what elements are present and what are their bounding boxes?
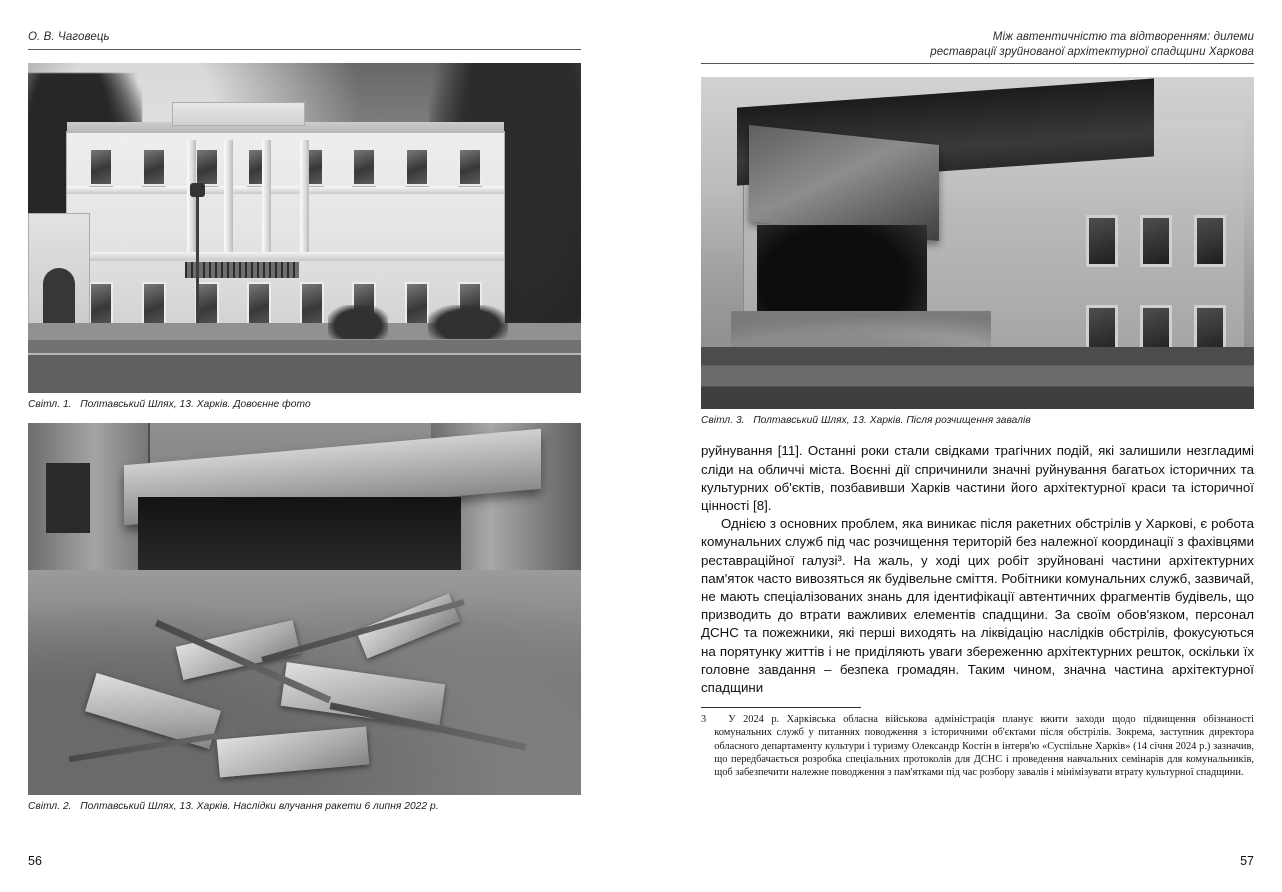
window	[142, 148, 166, 186]
footnote	[701, 713, 1254, 779]
running-head-left: О. В. Чаговець	[28, 30, 581, 50]
footnote-separator	[701, 707, 861, 708]
body-text	[701, 442, 1254, 697]
window-row-upper	[1086, 215, 1226, 267]
figure-3-caption-text: Полтавський Шлях, 13. Харків. Після розчищення завалів	[753, 415, 1031, 427]
window	[89, 148, 113, 186]
running-head-right	[701, 30, 1254, 64]
footnote-number: 3	[701, 714, 707, 726]
figure-2-caption-text: Полтавський Шлях, 13. Харків. Наслідки влучання ракети 6 липня 2022 р.	[80, 800, 439, 812]
body-paragraph-2: Однією з основних проблем, яка виникає після ракетних обстрілів у Харкові, є робота комунальних служб під час розчищення територій без належної координації з фахівцями реставраційної галузі³. На жаль, у ході цих робіт зруйновані частини архітектурних пам'яток часто вивозяться як будівельне сміття. Робітники комунальних служб, зазвичай, не мають спеціалізованих знань для ідентифікації автентичних фрагментів будівель, що призводить до втрати важливих елементів спадщини. За своїм обов'язком, персонал ДСНС та пожежники, які перші виходять на ліквідацію наслідків обстрілів, фокусуються на порятунку життів і не приділяють уваги збереженню архітектурних решток, оскільки їх головне завдання – безпека громадян. Таким чином, значна частина архітектурної спадщини	[701, 516, 1254, 696]
figure-1-caption-text: Полтавський Шлях, 13. Харків. Довоєнне фото	[80, 398, 311, 410]
folio-right: 57	[1240, 854, 1254, 868]
running-head-line-1: Між автентичністю та відтворенням: дилеми	[992, 31, 1254, 43]
arched-gateway	[28, 213, 90, 327]
shrub	[328, 305, 388, 339]
figure-3-caption	[701, 415, 1254, 426]
window	[1086, 215, 1118, 267]
figure-3-caption-number: Світл. 3.	[701, 415, 745, 427]
running-head-line-2: реставрації зруйнованої архітектурної спадщини Харкова	[930, 45, 1254, 58]
ground-foreground	[701, 347, 1254, 409]
column	[262, 140, 271, 252]
figure-2-caption-number: Світл. 2.	[28, 800, 72, 812]
body-paragraph-1: руйнування [11]. Останні роки стали свідками трагічних подій, які залишили незгладимі сліди на обличчі міста. Воєнні дії спричинили значні руйнування багатьох історичних та культурних об'єктів, позбавивши Харків частини його архітектурної краси та історичної цінності [8].	[701, 443, 1254, 514]
figure-3-image	[701, 77, 1254, 409]
figure-2-image	[28, 423, 581, 795]
folio-left: 56	[28, 854, 42, 868]
figure-1-caption-number: Світл. 1.	[28, 398, 72, 410]
figure-1	[28, 63, 581, 410]
window	[458, 148, 482, 186]
window	[1140, 215, 1172, 267]
figure-3	[701, 77, 1254, 426]
shrub	[428, 305, 508, 339]
balcony	[185, 260, 299, 278]
tarpaulin-cover	[749, 125, 939, 241]
figure-1-caption	[28, 399, 581, 410]
figure-2-caption	[28, 801, 581, 812]
column	[300, 140, 309, 252]
prewar-building	[66, 131, 505, 325]
figure-2	[28, 423, 581, 812]
column	[224, 140, 233, 252]
footnote-text: У 2024 р. Харківська обласна військова адміністрація планує вжити заходи щодо підвищення обізнаності комунальних служб у питаннях поводження з історичними об'єктами після обстрілів. Зокрема, заступник директора обласного департаменту культури і туризму Олександр Костін в інтерв'ю «Суспільне Харків» (14 січня 2024 р.) зазначив, що передбачається розробка спеціальних протоколів для ДСНС і проведення навчальних семінарів для комунальників, щоб забезпечити належне поводження з пам'ятками під час розбору завалів і мінімізувати втрату культурної спадщини.	[714, 714, 1254, 779]
window	[405, 148, 429, 186]
window	[352, 148, 376, 186]
right-page	[641, 0, 1282, 892]
pediment	[172, 102, 305, 126]
figure-1-image	[28, 63, 581, 393]
window	[1194, 215, 1226, 267]
